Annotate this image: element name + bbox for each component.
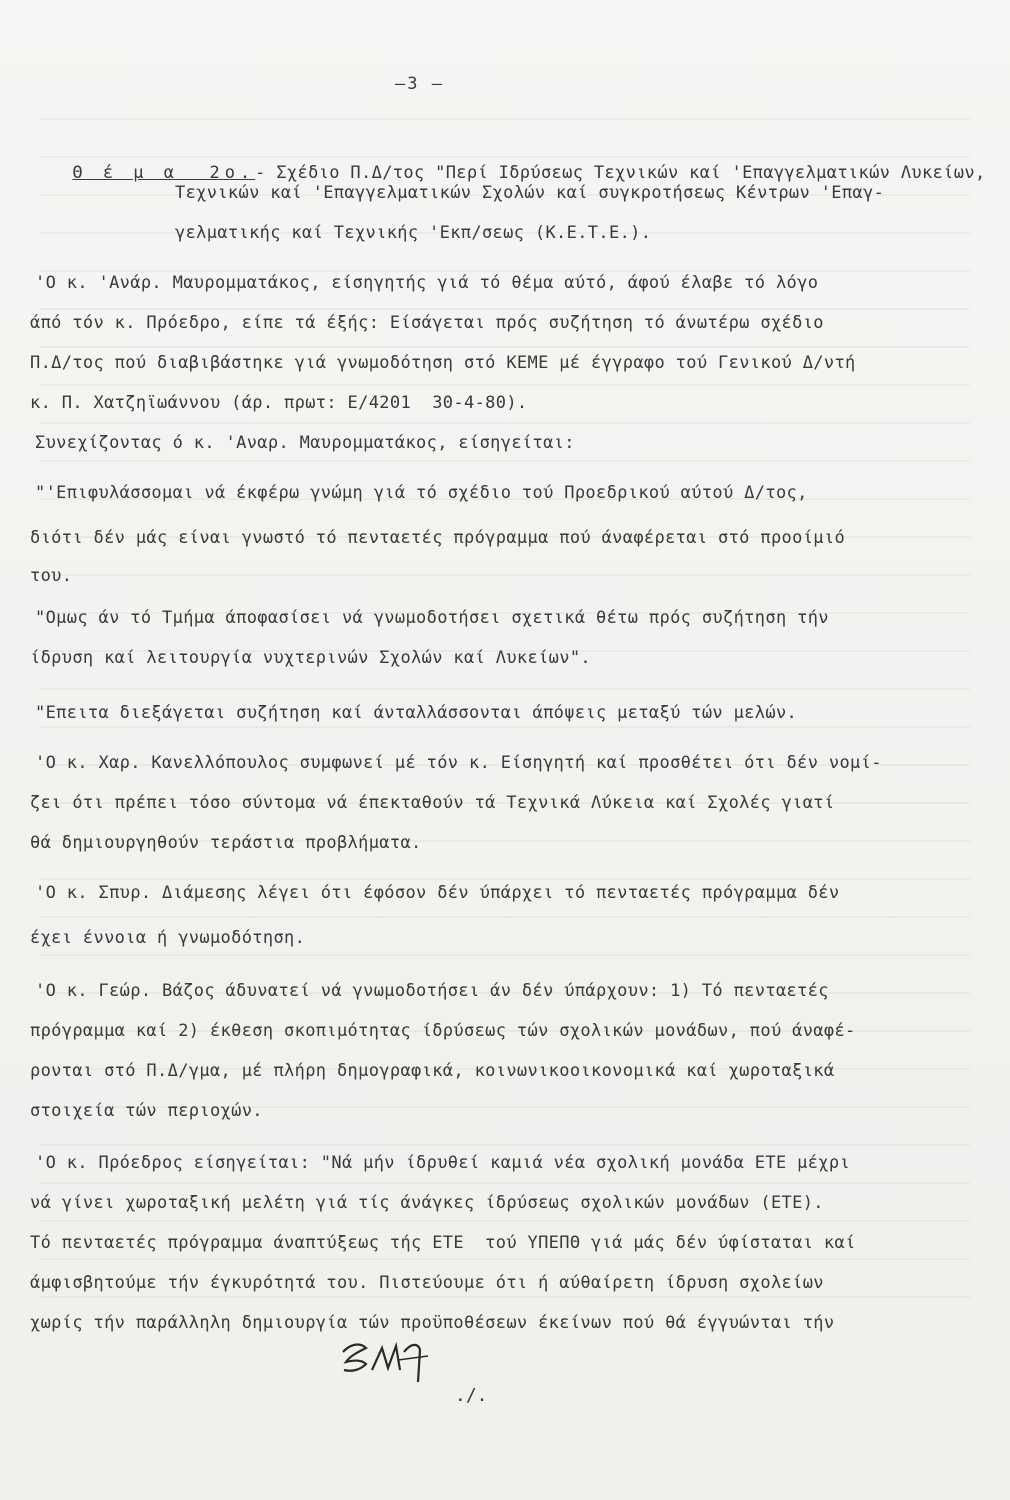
body-line: Τό πενταετές πρόγραμμα άναπτύξεως τής ΕΤΕ τού ΥΠΕΠΘ γιά μάς δέν ύφίσταται καί — [30, 1233, 856, 1253]
body-line: ζει ότι πρέπει τόσο σύντομα νά έπεκταθούν τά Τεχνικά Λύκεια καί Σχολές γιατί — [30, 793, 835, 813]
body-line: "Επειτα διεξάγεται συζήτηση καί άνταλλάσσονται άπόψεις μεταξύ τών μελών. — [35, 703, 798, 723]
body-line: 'Ο κ. Γεώρ. Βάζος άδυνατεί νά γνωμοδοτήσει άν δέν ύπάρχουν: 1) Τό πενταετές — [35, 981, 829, 1001]
theme-title-line-2: Τεχνικών καί 'Επαγγελματικών Σχολών καί συγκροτήσεως Κέντρων 'Επαγ- — [175, 183, 885, 203]
body-line: 'Ο κ. Πρόεδρος είσηγείται: "Νά μήν ίδρυθεί καμιά νέα σχολική μονάδα ΕΤΕ μέχρι — [35, 1153, 851, 1173]
continuation-mark: ./. — [455, 1385, 488, 1406]
body-line: άμφισβητούμε τήν έγκυρότητά του. Πιστεύουμε ότι ή αύθαίρετη ίδρυση σχολείων — [30, 1273, 824, 1293]
body-line: θά δημιουργηθούν τεράστια προβλήματα. — [30, 833, 422, 853]
body-line: διότι δέν μάς είναι γνωστό τό πενταετές πρόγραμμα πού άναφέρεται στό προοίμιό — [30, 528, 846, 548]
theme-title-line-1: - Σχέδιο Π.Δ/τος "Περί Ιδρύσεως Τεχνικών καί 'Επαγγελματικών Λυκείων, — [255, 163, 986, 183]
body-line: στοιχεία τών περιοχών. — [30, 1101, 263, 1121]
body-line: 'Ο κ. Σπυρ. Διάμεσης λέγει ότι έφόσον δέν ύπάρχει τό πενταετές πρόγραμμα δέν — [35, 883, 840, 903]
body-line: "Ομως άν τό Τμήμα άποφασίσει νά γνωμοδοτήσει σχετικά θέτω πρός συζήτηση τήν — [35, 608, 829, 628]
page-number: —3 — — [395, 74, 444, 94]
body-line: νά γίνει χωροταξική μελέτη γιά τίς άνάγκες ίδρύσεως σχολικών μονάδων (ΕΤΕ). — [30, 1193, 824, 1213]
body-line: 'Ο κ. Χαρ. Κανελλόπουλος συμφωνεί μέ τόν κ. Είσηγητή καί προσθέτει ότι δέν νομί- — [35, 753, 882, 773]
body-line: Συνεχίζοντας ό κ. 'Αναρ. Μαυρομματάκος, είσηγείται: — [35, 433, 575, 453]
body-line: ρονται στό Π.Δ/γμα, μέ πλήρη δημογραφικά, κοινωνικοοικονομικά καί χωροταξικά — [30, 1061, 835, 1081]
body-line: κ. Π. Χατζηϊωάννου (άρ. πρωτ: Ε/4201 30-4-80). — [30, 393, 528, 413]
body-line: του. — [30, 566, 73, 586]
body-line: άπό τόν κ. Πρόεδρο, είπε τά έξής: Είσάγεται πρός συζήτηση τό άνωτέρω σχέδιο — [30, 313, 824, 333]
body-line: 'Ο κ. 'Ανάρ. Μαυρομματάκος, είσηγητής γιά τό θέμα αύτό, άφού έλαβε τό λόγο — [35, 273, 819, 293]
body-line: χωρίς τήν παράλληλη δημιουργία τών προϋποθέσεων έκείνων πού θά έγγυώνται τήν — [30, 1313, 835, 1333]
theme-label: Θ έ μ α 2ο. — [72, 163, 256, 183]
body-line: "'Επιφυλάσσομαι νά έκφέρω γνώμη γιά τό σχέδιο τού Προεδρικού αύτού Δ/τος, — [35, 483, 808, 503]
handwritten-initials-signature — [338, 1330, 438, 1390]
body-line: πρόγραμμα καί 2) έκθεση σκοπιμότητας ίδρύσεως τών σχολικών μονάδων, πού άναφέ- — [30, 1021, 856, 1041]
theme-title-line-3: γελματικής καί Τεχνικής 'Εκπ/σεως (Κ.Ε.Τ.Ε.). — [175, 223, 652, 243]
body-line: ίδρυση καί λειτουργία νυχτερινών Σχολών καί Λυκείων". — [30, 648, 591, 668]
body-line: Π.Δ/τος πού διαβιβάστηκε γιά γνωμοδότηση στό ΚΕΜΕ μέ έγγραφο τού Γενικού Δ/ντή — [30, 353, 856, 373]
body-line: έχει έννοια ή γνωμοδότηση. — [30, 928, 306, 948]
